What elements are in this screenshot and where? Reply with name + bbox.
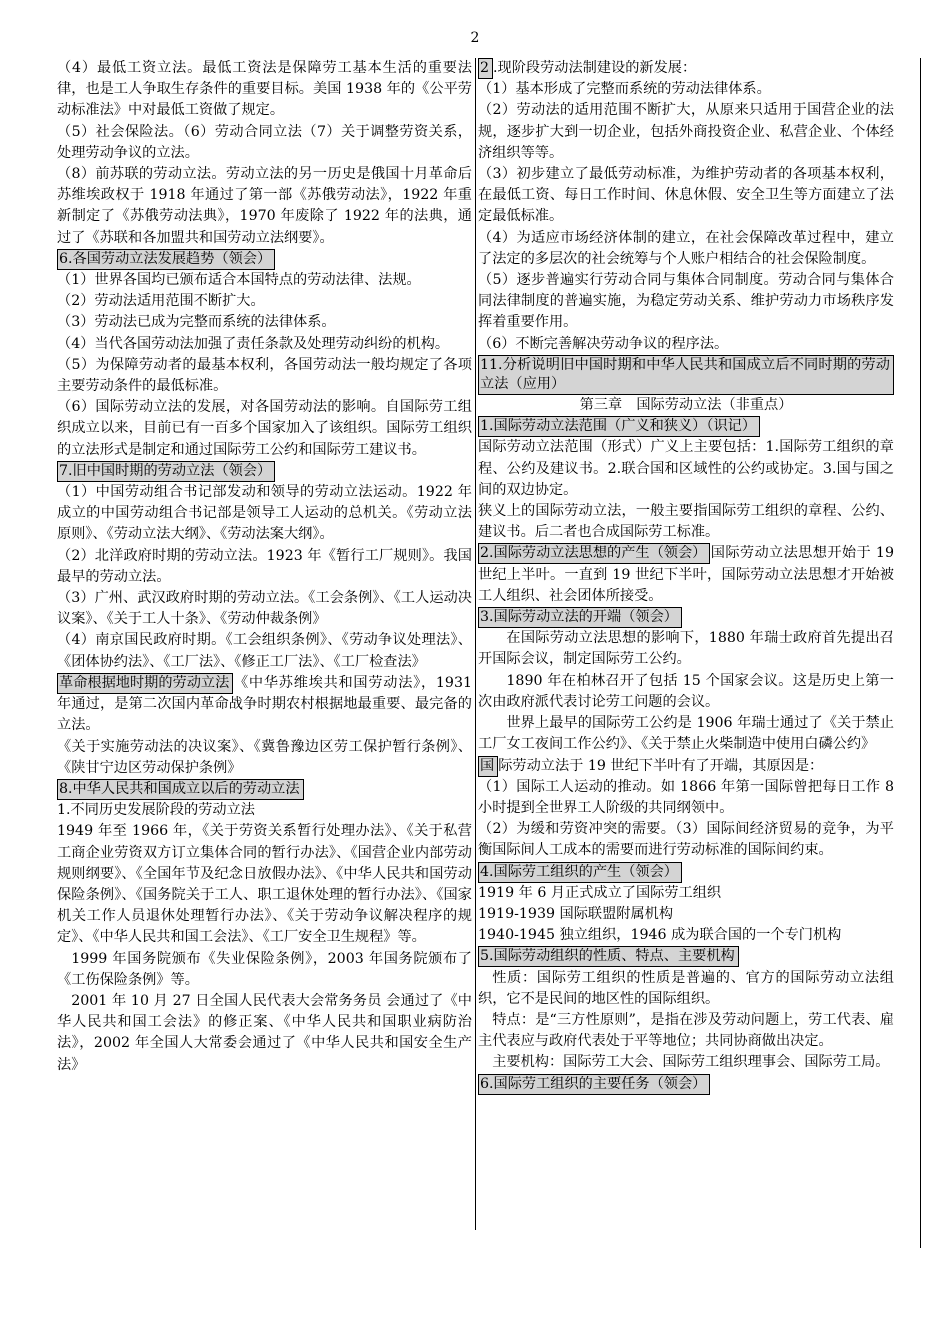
heading-label: 2 [478,58,493,79]
paragraph: 狭义上的国际劳动立法，一般主要指国际劳工组织的章程、公约、建议书。后二者也合成国际劳工标准。 [478,503,894,541]
paragraph-text: 国际劳动立法思想开始于 19 世纪上半叶。一直到 19 世纪下半叶，国际劳动立法思想才开始被工人组织、社会团体所接受。 [478,545,894,604]
paragraph: 1.不同历史发展阶段的劳动立法 [57,802,255,819]
section-heading [478,946,894,967]
right-border-line [920,58,921,1248]
paragraph: 《关于实施劳动法的决议案》、《冀鲁豫边区劳工保护暂行条例》、《陕甘宁边区劳动保护条例》 [57,738,472,776]
heading-label: 11.分析说明旧中国时期和中华人民共和国成立后不同时期的劳动立法（应用） [478,355,894,395]
column-divider [475,58,476,1230]
heading-label: 3.国际劳动立法的开端（领会） [478,607,682,628]
paragraph: 1999 年国务院颁布《失业保险条例》，2003 年国务院颁布了《工伤保险条例》等。 [57,950,472,988]
paragraph: （2）劳动法适用范围不断扩大。 [57,293,265,310]
paragraph: （1）中国劳动组合书记部发动和领导的劳动立法运动。1922 年成立的中国劳动组合书记部是领导工人运动的总机关。《劳动立法原则》、《劳动立法大纲》、《劳动法案大纲》。 [57,484,472,543]
paragraph: （3）广州、武汉政府时期的劳动立法。《工会条例》、《工人运动决议案》、《关于工人十条》、《劳动仲裁条例》 [57,590,472,628]
heading-paragraph [478,756,894,777]
section-heading [57,779,472,800]
paragraph-text: 际劳动立法于 19 世纪下半叶有了开端，其原因是： [498,757,824,774]
paragraph-text: 《中华苏维埃共和国劳动法》，1931 年通过，是第二次国内革命战争时期农村根据地最重要、最完备的立法。 [57,674,472,734]
paragraph: （1）基本形成了完整而系统的劳动法律体系。 [478,81,771,98]
paragraph: （5）逐步普遍实行劳动合同与集体合同制度。劳动合同与集体合同法律制度的普遍实施，为稳定劳动关系、维护劳动力市场秩序发挥着重要作用。 [478,272,894,331]
right-column [478,58,894,1095]
paragraph: 性质：国际劳工组织的性质是普遍的、官方的国际劳动立法组织，它不是民间的地区性的国际组织。 [478,969,894,1007]
section-heading [478,862,894,883]
paragraph: （2）为缓和劳资冲突的需要。（3）国际间经济贸易的竞争，为平衡国际间人工成本的需要而进行劳动标准的国际间约束。 [478,821,894,859]
heading-label: 5.国际劳动组织的性质、特点、主要机构 [478,946,739,967]
heading-label: 6.各国劳动立法发展趋势（领会） [57,249,275,270]
section-heading [57,249,472,270]
paragraph: （4）当代各国劳动法加强了责任条款及处理劳动纠纷的机构。 [57,335,450,352]
heading-label: 7.旧中国时期的劳动立法（领会） [57,461,275,482]
heading-paragraph [57,673,472,737]
heading-paragraph [478,543,894,607]
heading-label: 国 [478,756,498,777]
paragraph: （5）社会保险法。（6）劳动合同立法（7）关于调整劳资关系，处理劳动争议的立法。 [57,123,472,161]
paragraph: （4）为适应市场经济体制的建立，在社会保障改革过程中，建立了法定的多层次的社会统筹与个人账户相结合的社会保险制度。 [478,229,894,267]
paragraph: （2）北洋政府时期的劳动立法。1923 年《暂行工厂规则》。我国最早的劳动立法。 [57,547,472,585]
section-heading [478,607,894,628]
paragraph: 1940-1945 独立组织，1946 成为联合国的一个专门机构 [478,927,842,944]
paragraph: （8）前苏联的劳动立法。劳动立法的另一历史是俄国十月革命后苏维埃政权于 1918 年通过了第一部《苏俄劳动法》，1922 年重新制定了《苏俄劳动法典》，1970 年废除了 1922 年的法典，通过了《苏联和各加盟共和国劳动立法纲要》。 [57,166,472,246]
paragraph: （3）劳动法已成为完整而系统的法律体系。 [57,314,336,331]
paragraph: （6）国际劳动立法的发展，对各国劳动法的影响。自国际劳工组织成立以来，目前已有一百多个国家加入了该组织。国际劳工组织的立法形式是制定和通过国际劳工公约和国际劳工建议书。 [57,399,472,458]
paragraph: 世界上最早的国际劳工公约是 1906 年瑞士通过了《关于禁止工厂女工夜间工作公约》、《关于禁止火柴制造中使用白磷公约》 [478,715,894,753]
heading-label: 2.国际劳动立法思想的产生（领会） [478,543,710,564]
paragraph: （4）南京国民政府时期。《工会组织条例》、《劳动争议处理法》、《团体协约法》、《工厂法》、《修正工厂法》、《工厂检查法》 [57,632,472,670]
heading-label: 革命根据地时期的劳动立法 [57,673,233,694]
section-heading [478,416,894,437]
section-heading [57,461,472,482]
left-column [57,58,472,1076]
paragraph: 1919-1939 国际联盟附属机构 [478,905,674,922]
paragraph: 主要机构：国际劳工大会、国际劳工组织理事会、国际劳工局。 [492,1054,890,1071]
heading-label: 8.中华人民共和国成立以后的劳动立法 [57,779,304,800]
paragraph: 1919 年 6 月正式成立了国际劳工组织 [478,884,722,901]
paragraph: （1）世界各国均已颁布适合本国特点的劳动法律、法规。 [57,272,421,289]
heading-label: 6.国际劳工组织的主要任务（领会） [478,1074,710,1095]
paragraph: 第三章 国际劳动立法（非重点） [579,397,793,414]
paragraph: （2）劳动法的适用范围不断扩大，从原来只适用于国营企业的法规，逐步扩大到一切企业，包括外商投资企业、私营企业、个体经济组织等等。 [478,102,894,161]
paragraph: 1890 年在柏林召开了包括 15 个国家会议。这是历史上第一次由政府派代表讨论劳工问题的会议。 [478,672,894,710]
paragraph: （6）不断完善解决劳动争议的程序法。 [478,335,729,352]
paragraph: 国际劳动立法范围（形式）广义上主要包括：1.国际劳工组织的章程、公约及建议书。2.联合国和区域性的公约或协定。3.国与国之间的双边协定。 [478,439,894,498]
paragraph: 2001 年 10 月 27 日全国人民代表大会常务务员 会通过了《中华人民共和国工会法》的修正案、《中华人民共和国职业病防治法》，2002 年全国人大常委会通过了《中华人民共和国安全生产法》 [57,992,472,1073]
section-heading [478,1074,894,1095]
page-number: 2 [470,30,480,46]
paragraph: （4）最低工资立法。最低工资法是保障劳工基本生活的重要法律，也是工人争取生存条件的重要目标。美国 1938 年的《公平劳动标准法》中对最低工资做了规定。 [57,60,472,119]
heading-label: 1.国际劳动立法范围（广义和狭义）（识记） [478,416,760,437]
section-heading [478,355,894,395]
paragraph: 在国际劳动立法思想的影响下，1880 年瑞士政府首先提出召开国际会议，制定国际劳工公约。 [478,630,894,668]
paragraph: （1）国际工人运动的推动。如 1866 年第一国际曾把每日工作 8 小时提到全世界工人阶级的共同纲领中。 [478,778,894,816]
heading-paragraph [478,58,894,79]
heading-label: 4.国际劳工组织的产生（领会） [478,862,682,883]
paragraph: （3）初步建立了最低劳动标准，为维护劳动者的各项基本权利，在最低工资、每日工作时间、休息休假、安全卫生等方面建立了法定最低标准。 [478,166,894,225]
paragraph-text: .现阶段劳动法制建设的新发展： [493,60,697,76]
paragraph: 特点：是“三方性原则”，是指在涉及劳动问题上，劳工代表、雇主代表应与政府代表处于平等地位；共同协商做出决定。 [478,1011,894,1050]
paragraph: 1949 年至 1966 年，《关于劳资关系暂行处理办法》、《关于私营工商企业劳资双方订立集体合同的暂行办法》、《国营企业内部劳动规则纲要》、《全国年节及纪念日放假办法》、《中华人民共和国劳动保险条例》、《国务院关于工人、职工退休处理的暂行办法》、《国家机关工作人员退休处理暂行办法》、《关于劳动争议解决程序的规定》、《中华人民共和国工会法》、《工厂安全卫生规程》等。 [57,823,472,946]
paragraph: （5）为保障劳动者的最基本权利，各国劳动法一般均规定了各项主要劳动条件的最低标准。 [57,356,472,395]
